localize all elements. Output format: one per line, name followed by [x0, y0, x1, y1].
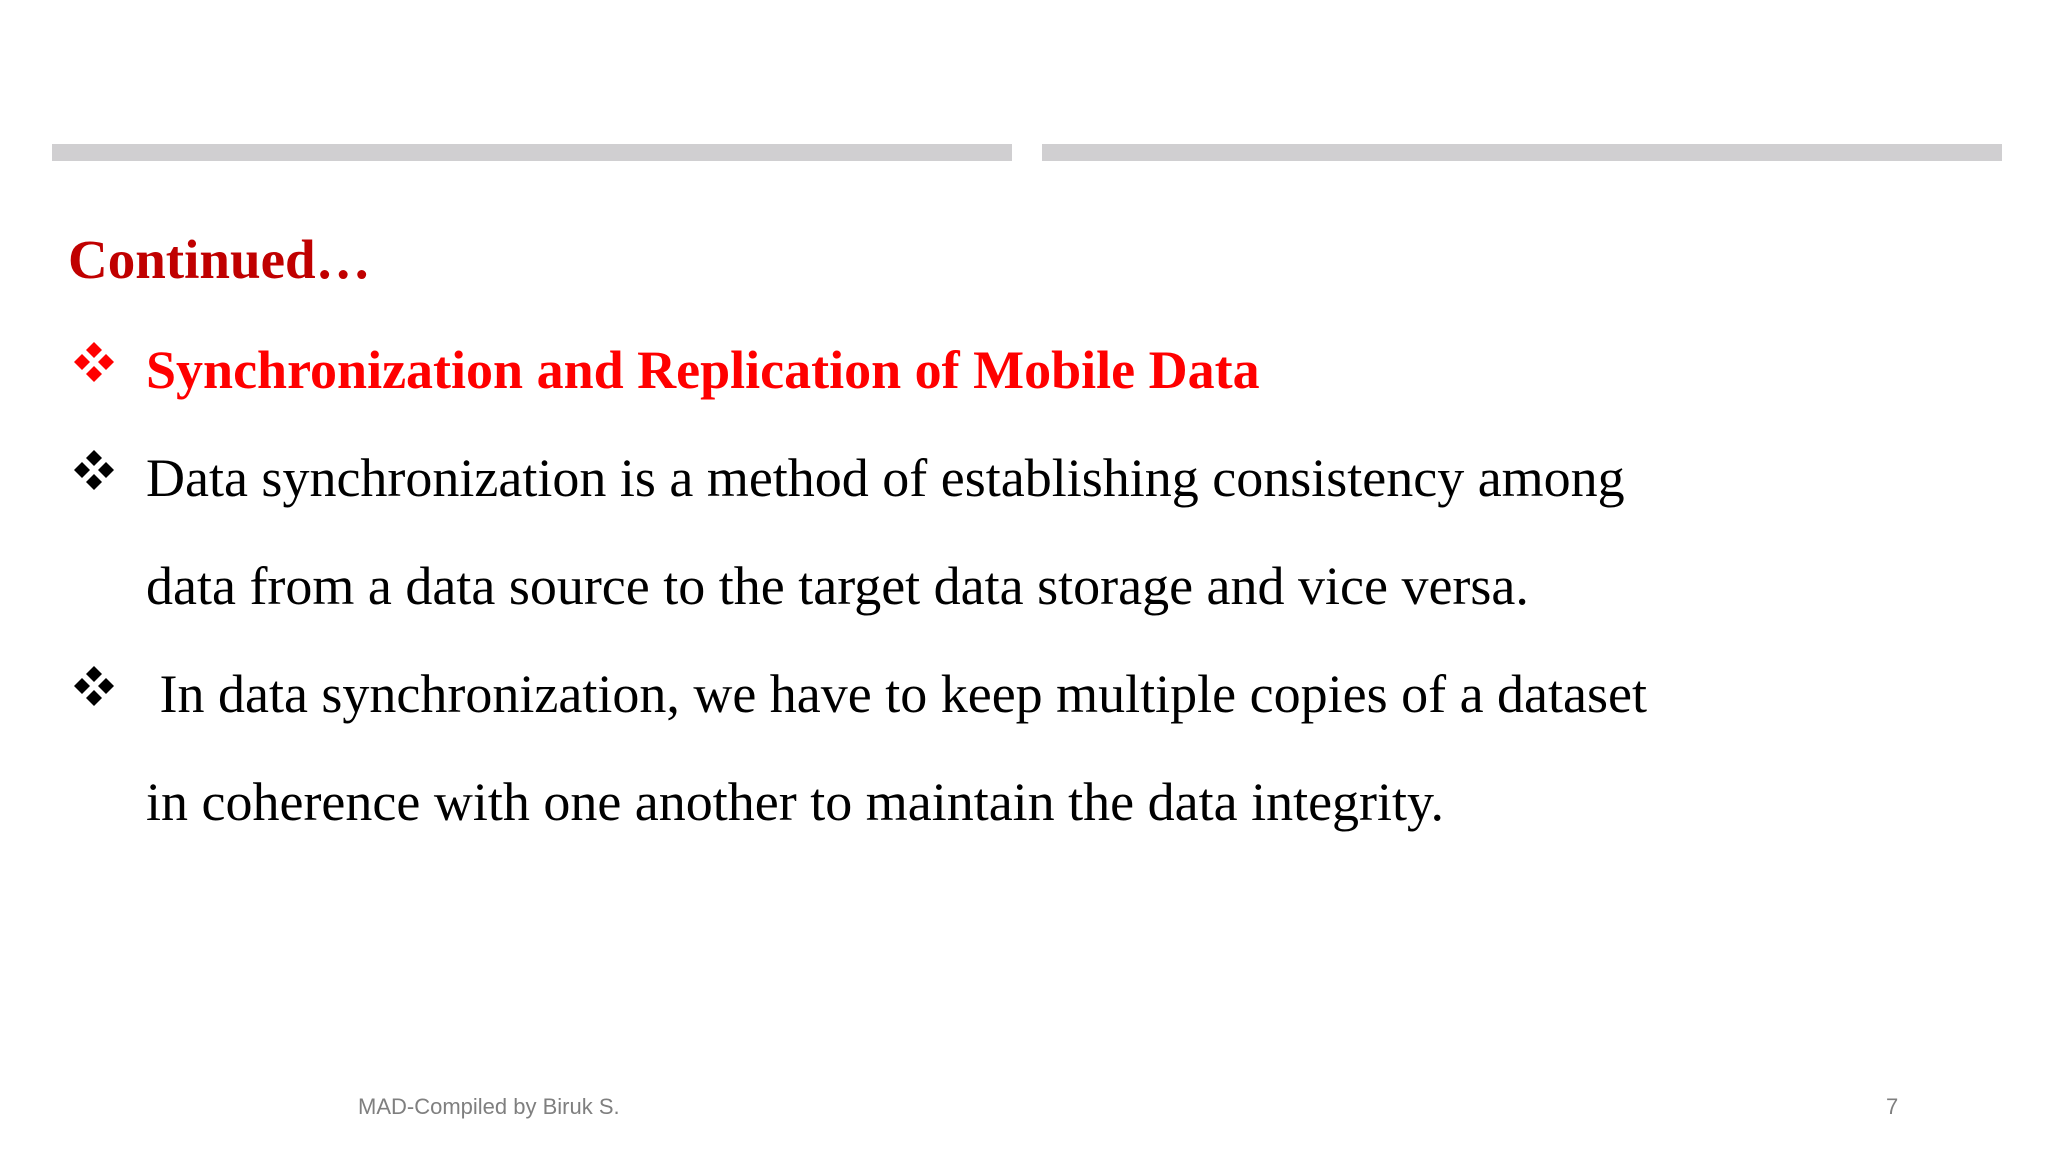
bullet-item-heading	[68, 316, 1968, 424]
bullet-item-definition	[68, 424, 1968, 640]
bullet-line: data from a data source to the target data storage and vice versa.	[146, 556, 1529, 616]
slide-number: 7	[1886, 1094, 1899, 1119]
bullet-heading-text: Synchronization and Replication of Mobile Data	[146, 340, 1260, 400]
bullet-line: Data synchronization is a method of establishing consistency among	[146, 448, 1625, 508]
bullet-line: in coherence with one another to maintain the data integrity.	[146, 772, 1445, 832]
diamond-cluster-icon	[72, 340, 116, 384]
bullet-item-coherence	[68, 640, 1968, 856]
decorative-top-bar-left	[52, 144, 1012, 161]
diamond-cluster-icon	[72, 448, 116, 492]
decorative-top-bar-right	[1042, 144, 2002, 161]
slide-title: Continued…	[68, 229, 371, 290]
diamond-cluster-icon	[72, 664, 116, 708]
footer-credit: MAD-Compiled by Biruk S.	[358, 1094, 620, 1119]
bullet-line: In data synchronization, we have to keep multiple copies of a dataset	[146, 664, 1647, 724]
